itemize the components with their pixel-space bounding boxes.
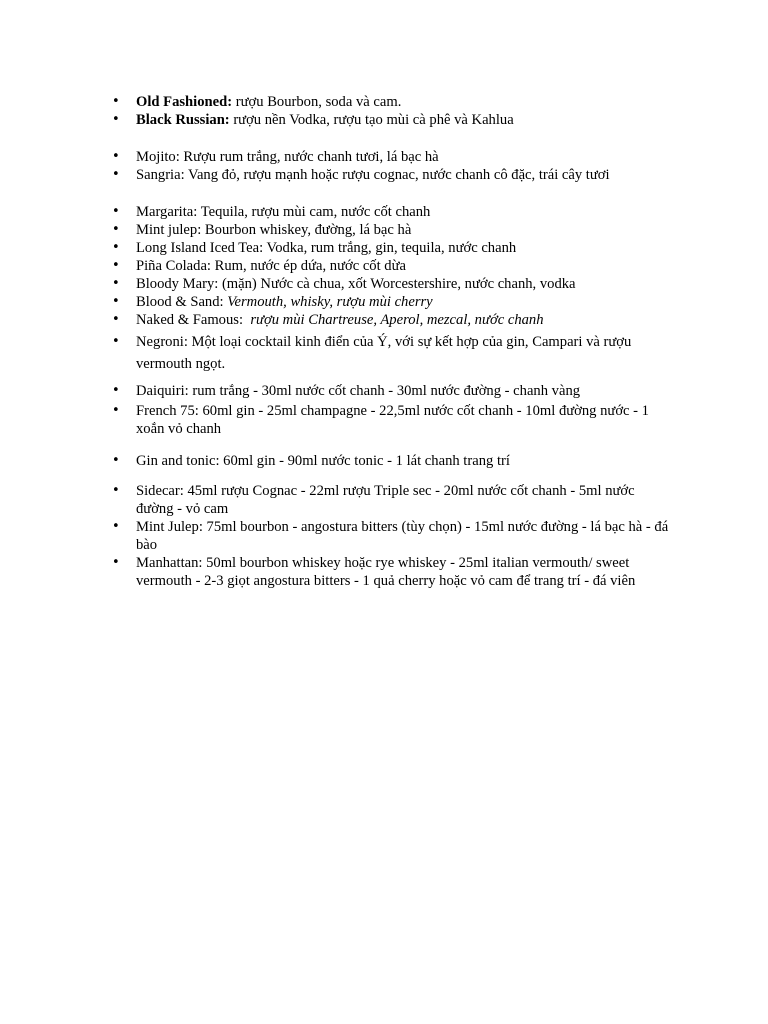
list-item-text: Sidecar: 45ml rượu Cognac - 22ml rượu Triple sec - 20ml nước cốt chanh - 5ml nước đường - vỏ cam [136, 483, 635, 517]
list-item [112, 257, 672, 275]
list-item [112, 275, 672, 293]
list-item [112, 93, 672, 111]
list-item [112, 293, 672, 311]
list-item-text: French 75: 60ml gin - 25ml champagne - 22,5ml nước cốt chanh - 10ml đường nước - 1 xoắn vỏ chanh [136, 403, 649, 437]
list-item [112, 382, 672, 400]
list-item-text: Gin and tonic: 60ml gin - 90ml nước tonic - 1 lát chanh trang trí [136, 453, 510, 469]
list-item-text: Piña Colada: Rum, nước ép dứa, nước cốt dừa [136, 258, 406, 274]
list-item [112, 203, 672, 221]
list-item [112, 402, 672, 438]
cocktail-list-group-4 [112, 382, 672, 438]
cocktail-list-group-5 [112, 452, 672, 470]
list-item-text: Negroni: Một loại cocktail kinh điển của Ý, với sự kết hợp của gin, Campari và rượu vermouth ngọt. [136, 334, 632, 372]
list-item-text: Mint julep: Bourbon whiskey, đường, lá bạc hà [136, 222, 412, 238]
list-item-text: Manhattan: 50ml bourbon whiskey hoặc rye whiskey - 25ml italian vermouth/ sweet vermouth - 2-3 giọt angostura bitters - 1 quả cherry hoặc vỏ cam để trang trí - đá viên [136, 555, 636, 589]
list-item-text: Bloody Mary: (mặn) Nước cà chua, xốt Worcestershire, nước chanh, vodka [136, 276, 576, 292]
list-item-text: Daiquiri: rum trắng - 30ml nước cốt chanh - 30ml nước đường - chanh vàng [136, 383, 581, 399]
cocktail-name: Black Russian: [136, 112, 230, 128]
list-item-text: Long Island Iced Tea: Vodka, rum trắng, gin, tequila, nước chanh [136, 240, 517, 256]
cocktail-description: rượu nền Vodka, rượu tạo mùi cà phê và Kahlua [229, 112, 514, 128]
list-item-text: Mojito: Rượu rum trắng, nước chanh tươi, lá bạc hà [136, 149, 439, 165]
list-item-text: Margarita: Tequila, rượu mùi cam, nước cốt chanh [136, 204, 431, 220]
cocktail-list-group-6 [112, 482, 672, 590]
cocktail-list-group-2 [112, 148, 672, 184]
cocktail-name: Blood & Sand: [136, 294, 228, 310]
cocktail-list-group-1 [112, 93, 672, 129]
list-item [112, 518, 672, 554]
list-item [112, 111, 672, 129]
list-item [112, 482, 672, 518]
list-item [112, 166, 672, 184]
cocktail-description: rượu Bourbon, soda và cam. [232, 94, 402, 110]
list-item-text: Sangria: Vang đỏ, rượu mạnh hoặc rượu cognac, nước chanh cô đặc, trái cây tươi [136, 167, 610, 183]
list-item [112, 331, 672, 375]
cocktail-name: Naked & Famous: [136, 312, 251, 328]
list-item [112, 239, 672, 257]
cocktail-description: Vermouth, whisky, rượu mùi cherry [227, 294, 433, 310]
cocktail-name: Old Fashioned: [136, 94, 233, 110]
list-item [112, 311, 672, 329]
list-item [112, 554, 672, 590]
list-item-text: Mint Julep: 75ml bourbon - angostura bitters (tùy chọn) - 15ml nước đường - lá bạc hà - đá bào [136, 519, 669, 553]
list-item [112, 452, 672, 470]
list-item [112, 148, 672, 166]
cocktail-description: rượu mùi Chartreuse, Aperol, mezcal, nước chanh [250, 312, 544, 328]
cocktail-list-group-3 [112, 203, 672, 375]
list-item [112, 221, 672, 239]
